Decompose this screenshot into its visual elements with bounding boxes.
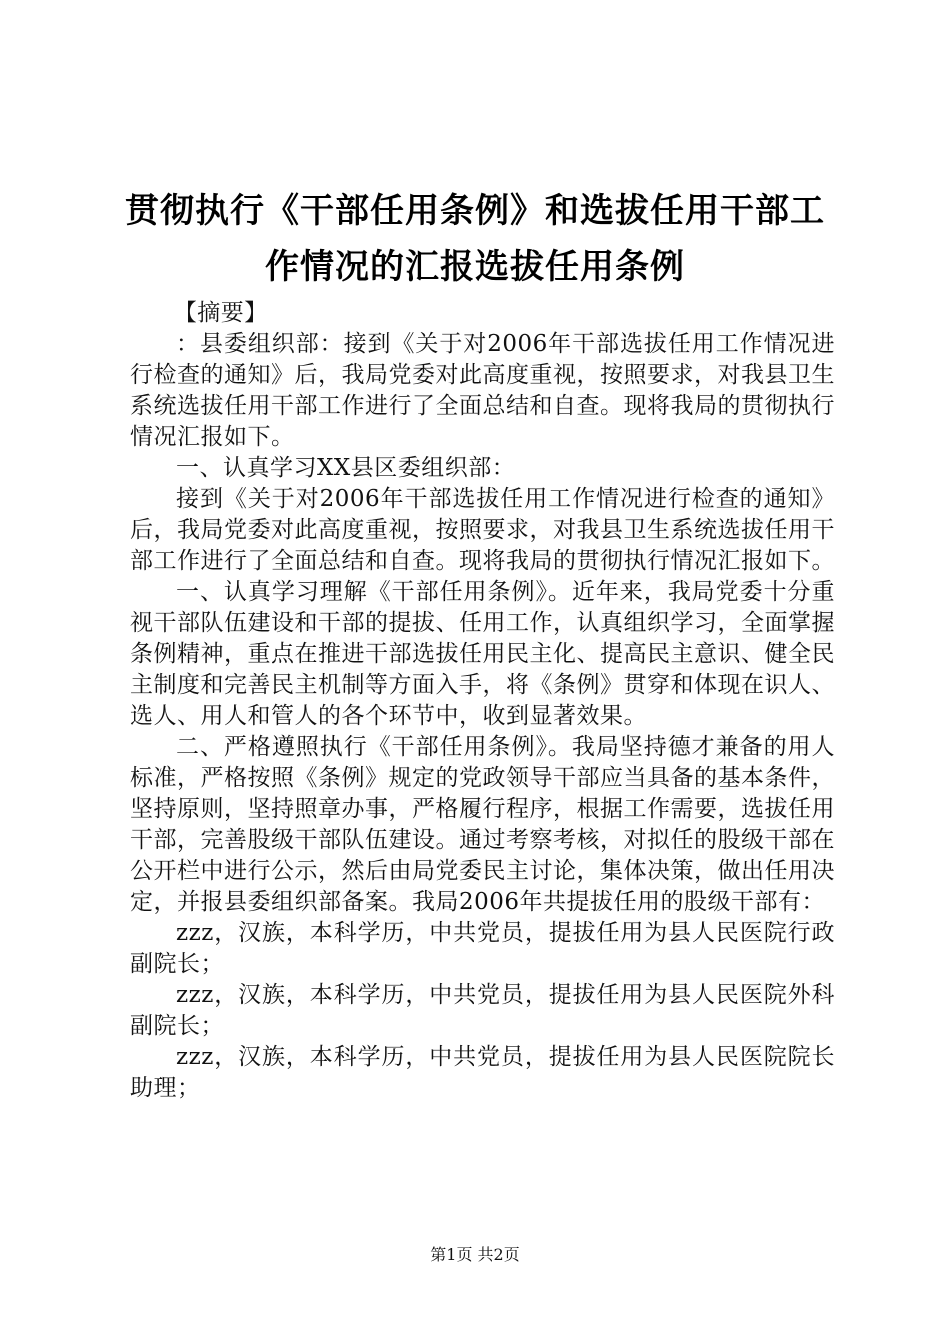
list-item: zzz，汉族，本科学历，中共党员，提拔任用为县人民医院院长助理； [130,1044,835,1101]
section-heading: 一、认真学习XX县区委组织部： [176,455,516,481]
page-footer: 第1页 共2页 [430,1245,520,1264]
list-item: zzz，汉族，本科学历，中共党员，提拔任用为县人民医院外科副院长； [130,982,835,1039]
document-title [120,183,830,295]
document-body [130,298,835,1104]
title-line-2: 作情况的汇报选拔任用条例 [265,247,685,287]
paragraph: 接到《关于对2006年干部选拔任用工作情况进行检查的通知》后，我局党委对此高度重视，按照要求，对我县卫生系统选拔任用干部工作进行了全面总结和自查。现将我局的贯彻执行情况汇报如下。 [130,486,835,574]
abstract-heading: 【摘要】 [173,300,268,326]
paragraph: 二、严格遵照执行《干部任用条例》。我局坚持德才兼备的用人标准，严格按照《条例》规定的党政领导干部应当具备的基本条件，坚持原则，坚持照章办事，严格履行程序，根据工作需要，选拔任用干部，完善股级干部队伍建设。通过考察考核，对拟任的股级干部在公开栏中进行公示，然后由局党委民主讨论，集体决策，做出任用决定，并报县委组织部备案。我局2006年共提拔任用的股级干部有： [130,734,835,915]
list-item: zzz，汉族，本科学历，中共党员，提拔任用为县人民医院行政副院长； [130,920,835,977]
paragraph: ：县委组织部：接到《关于对2006年干部选拔任用工作情况进行检查的通知》后，我局党委对此高度重视，按照要求，对我县卫生系统选拔任用干部工作进行了全面总结和自查。现将我局的贯彻执行情况汇报如下。 [130,331,835,450]
title-line-1: 贯彻执行《干部任用条例》和选拔任用干部工 [125,191,825,231]
paragraph: 一、认真学习理解《干部任用条例》。近年来，我局党委十分重视干部队伍建设和干部的提拔、任用工作，认真组织学习，全面掌握条例精神，重点在推进干部选拔任用民主化、提高民主意识、健全民主制度和完善民主机制等方面入手，将《条例》贯穿和体现在识人、选人、用人和管人的各个环节中，收到显著效果。 [130,579,835,729]
